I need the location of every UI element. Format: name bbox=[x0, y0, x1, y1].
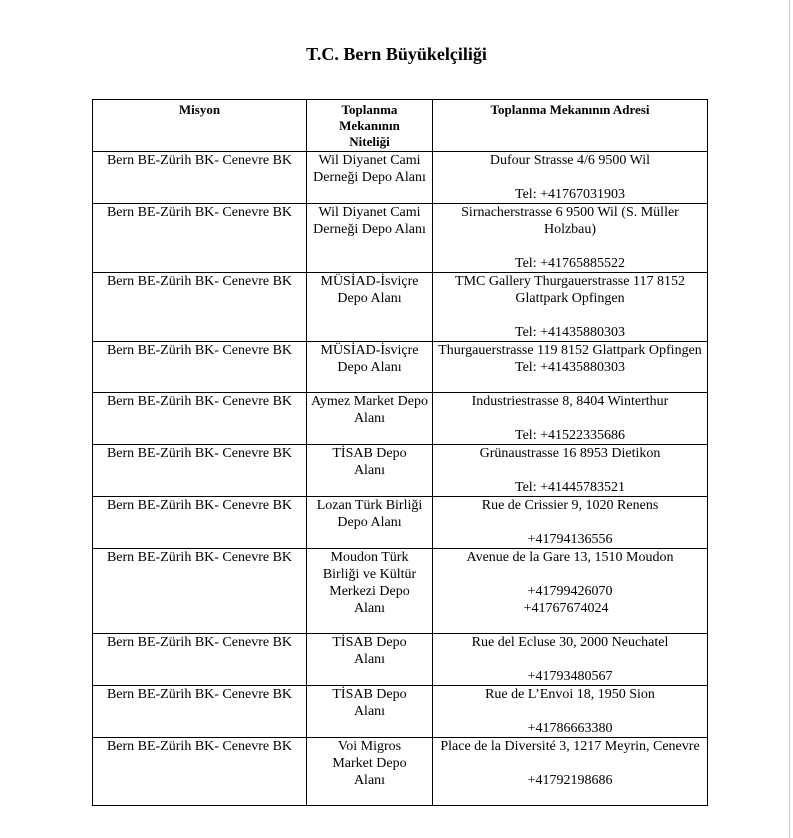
mission-cell bbox=[93, 634, 307, 686]
mission-cell bbox=[93, 204, 307, 273]
type-cell bbox=[307, 738, 433, 806]
mission-text: Bern BE-Zürih BK- Cenevre BK bbox=[106, 343, 293, 358]
address-cell bbox=[433, 445, 708, 497]
mission-text: Bern BE-Zürih BK- Cenevre BK bbox=[106, 394, 293, 409]
type-text: MÜSİAD-İsviçre Depo Alanı bbox=[320, 274, 419, 306]
header-mission: Misyon bbox=[93, 100, 307, 152]
address-cell bbox=[433, 342, 708, 393]
phone-text: Tel: +41435880303 bbox=[515, 360, 625, 375]
table-row bbox=[93, 393, 708, 445]
mission-cell bbox=[93, 686, 307, 738]
table-row bbox=[93, 497, 708, 549]
mission-text: Bern BE-Zürih BK- Cenevre BK bbox=[106, 687, 293, 702]
mission-cell bbox=[93, 497, 307, 549]
mission-cell bbox=[93, 549, 307, 634]
type-text: TİSAB Depo Alanı bbox=[332, 635, 407, 667]
type-cell bbox=[307, 634, 433, 686]
table-row bbox=[93, 273, 708, 342]
type-cell bbox=[307, 497, 433, 549]
address-text: Place de la Diversité 3, 1217 Meyrin, Cenevre bbox=[440, 739, 700, 754]
table-row bbox=[93, 204, 708, 273]
mission-cell bbox=[93, 393, 307, 445]
table-row bbox=[93, 445, 708, 497]
address-text: Industriestrasse 8, 8404 Winterthur bbox=[471, 394, 669, 409]
table-row bbox=[93, 686, 708, 738]
address-cell bbox=[433, 686, 708, 738]
address-text: Thurgauerstrasse 119 8152 Glattpark Opfingen bbox=[438, 343, 702, 358]
mission-text: Bern BE-Zürih BK- Cenevre BK bbox=[106, 446, 293, 461]
type-text: Lozan Türk Birliği Depo Alanı bbox=[316, 498, 423, 530]
type-text: Wil Diyanet Cami Derneği Depo Alanı bbox=[313, 205, 426, 237]
address-text: TMC Gallery Thurgauerstrasse 117 8152 Glattpark Opfingen bbox=[455, 274, 685, 306]
address-cell bbox=[433, 152, 708, 204]
address-text: Rue del Ecluse 30, 2000 Neuchatel bbox=[471, 635, 669, 650]
address-text: Grünaustrasse 16 8953 Dietikon bbox=[479, 446, 661, 461]
table-row bbox=[93, 634, 708, 686]
assembly-points-table bbox=[92, 99, 708, 806]
phone-text: +41799426070 bbox=[527, 584, 613, 599]
mission-text: Bern BE-Zürih BK- Cenevre BK bbox=[106, 274, 293, 289]
address-text: Rue de Crissier 9, 1020 Renens bbox=[481, 498, 659, 513]
table-row bbox=[93, 549, 708, 634]
address-text: Avenue de la Gare 13, 1510 Moudon bbox=[466, 550, 674, 565]
type-cell bbox=[307, 393, 433, 445]
type-text: Moudon Türk Birliği ve Kültür Merkezi Depo Alanı bbox=[322, 550, 417, 616]
mission-text: Bern BE-Zürih BK- Cenevre BK bbox=[106, 153, 293, 168]
type-text: Voi Migros Market Depo Alanı bbox=[332, 739, 407, 788]
mission-cell bbox=[93, 342, 307, 393]
mission-cell bbox=[93, 738, 307, 806]
address-text: Rue de L’Envoi 18, 1950 Sion bbox=[485, 687, 655, 702]
type-text: Aymez Market Depo Alanı bbox=[311, 394, 428, 426]
phone-text: Tel: +41765885522 bbox=[515, 256, 625, 271]
mission-text: Bern BE-Zürih BK- Cenevre BK bbox=[106, 205, 293, 220]
address-text: Dufour Strasse 4/6 9500 Wil bbox=[489, 153, 651, 168]
address-cell bbox=[433, 273, 708, 342]
address-cell bbox=[433, 393, 708, 445]
phone-text: Tel: +41435880303 bbox=[515, 325, 625, 340]
address-cell bbox=[433, 497, 708, 549]
mission-text: Bern BE-Zürih BK- Cenevre BK bbox=[106, 550, 293, 565]
address-cell bbox=[433, 204, 708, 273]
mission-text: Bern BE-Zürih BK- Cenevre BK bbox=[106, 498, 293, 513]
phone-text: +41792198686 bbox=[527, 773, 613, 788]
type-cell bbox=[307, 342, 433, 393]
mission-cell bbox=[93, 152, 307, 204]
type-cell bbox=[307, 273, 433, 342]
address-cell bbox=[433, 634, 708, 686]
header-type-label: Toplanma Mekanının Niteliği bbox=[339, 102, 400, 149]
type-cell bbox=[307, 686, 433, 738]
mission-cell bbox=[93, 273, 307, 342]
type-text: TİSAB Depo Alanı bbox=[332, 446, 407, 478]
mission-text: Bern BE-Zürih BK- Cenevre BK bbox=[106, 739, 293, 754]
address-text: Sirnacherstrasse 6 9500 Wil (S. Müller Holzbau) bbox=[461, 205, 679, 237]
header-address: Toplanma Mekanının Adresi bbox=[433, 100, 708, 152]
phone-text: +41794136556 bbox=[527, 532, 613, 547]
mission-cell bbox=[93, 445, 307, 497]
table-row bbox=[93, 342, 708, 393]
phone-text: +41793480567 bbox=[527, 669, 613, 684]
phone-text: Tel: +41522335686 bbox=[515, 428, 625, 443]
header-type bbox=[307, 100, 433, 152]
table-row bbox=[93, 152, 708, 204]
phone-text: +41786663380 bbox=[527, 721, 613, 736]
type-cell bbox=[307, 204, 433, 273]
page-edge-divider bbox=[789, 0, 790, 838]
type-text: Wil Diyanet Cami Derneği Depo Alanı bbox=[313, 153, 426, 185]
table-header-row bbox=[93, 100, 708, 152]
page-title: T.C. Bern Büyükelçiliği bbox=[306, 44, 487, 64]
address-cell bbox=[433, 549, 708, 634]
address-cell bbox=[433, 738, 708, 806]
type-text: MÜSİAD-İsviçre Depo Alanı bbox=[320, 343, 419, 375]
phone-text: Tel: +41445783521 bbox=[515, 480, 625, 495]
mission-text: Bern BE-Zürih BK- Cenevre BK bbox=[106, 635, 293, 650]
table-row bbox=[93, 738, 708, 806]
type-text: TİSAB Depo Alanı bbox=[332, 687, 407, 719]
type-cell bbox=[307, 549, 433, 634]
type-cell bbox=[307, 445, 433, 497]
type-cell bbox=[307, 152, 433, 204]
phone-text-secondary: +41767674024 bbox=[523, 601, 609, 616]
phone-text: Tel: +41767031903 bbox=[515, 187, 625, 202]
